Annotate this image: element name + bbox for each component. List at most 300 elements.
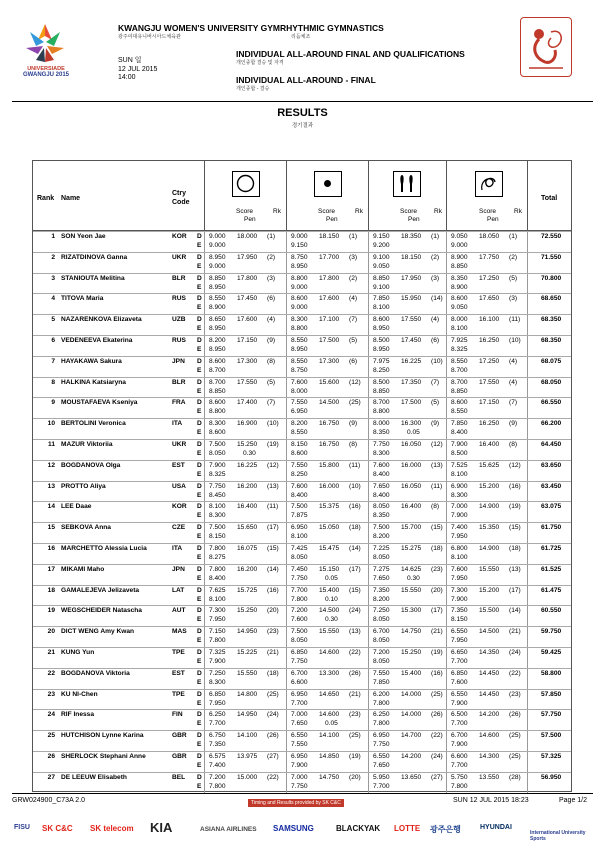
apparatus-rank: (23)	[267, 628, 279, 636]
apparatus-rank: (18)	[509, 545, 521, 552]
d-score: 8.200	[209, 337, 226, 344]
apparatus-rank: (12)	[431, 441, 443, 448]
apparatus-score: 15.550	[237, 669, 258, 677]
e-score: 8.400	[209, 574, 226, 582]
table-row	[33, 564, 571, 585]
footer-divider	[12, 793, 593, 794]
results-table	[32, 160, 572, 792]
country-code: ITA	[172, 545, 183, 552]
e-score: 8.050	[291, 554, 308, 561]
d-score: 5.750	[451, 773, 468, 781]
apparatus-score: 16.250	[479, 337, 500, 344]
apparatus-rank: (15)	[509, 524, 521, 532]
e-score: 7.900	[209, 658, 226, 665]
apparatus-rank: (3)	[509, 295, 518, 303]
d-score: 6.550	[291, 732, 308, 740]
rank-cell: 1	[51, 233, 55, 240]
d-score: 6.950	[373, 732, 390, 740]
e-score: 9.000	[209, 242, 226, 249]
apparatus-score: 17.650	[479, 295, 500, 303]
d-marker: D	[197, 628, 202, 636]
apparatus-rank: (25)	[267, 690, 279, 698]
apparatus-rank: (10)	[509, 337, 521, 344]
d-score: 7.200	[209, 773, 226, 781]
table-row	[33, 335, 571, 356]
e-score: 8.350	[373, 429, 390, 437]
apparatus-score: 13.300	[319, 669, 340, 677]
country-code: CZE	[172, 524, 186, 532]
d-score: 7.300	[451, 586, 468, 594]
hoop-score-label: Score Pen	[236, 208, 256, 223]
apparatus-rank: (8)	[431, 503, 440, 511]
d-score: 7.450	[291, 565, 308, 573]
rank-cell: 22	[47, 669, 55, 677]
d-marker: D	[197, 441, 202, 448]
total-score: 60.550	[541, 607, 562, 615]
apparatus-score: 15.700	[401, 524, 422, 532]
d-score: 7.550	[291, 461, 308, 469]
competition-title: INDIVIDUAL ALL-AROUND FINAL AND QUALIFICATIONS	[236, 49, 465, 59]
apparatus-score: 17.400	[237, 399, 258, 407]
d-score: 7.000	[291, 773, 308, 781]
d-score: 8.700	[373, 399, 390, 407]
total-score: 71.550	[541, 253, 562, 261]
apparatus-rank: (7)	[349, 316, 358, 324]
e-score: 9.200	[373, 242, 390, 249]
time: 14:00	[118, 74, 136, 81]
d-score: 7.750	[373, 441, 390, 448]
d-marker: D	[197, 399, 202, 407]
e-score: 8.050	[291, 637, 308, 645]
apparatus-rank: (21)	[509, 628, 521, 636]
d-marker: D	[197, 773, 202, 781]
d-marker: D	[197, 586, 202, 594]
e-score: 8.250	[291, 470, 308, 478]
d-marker: D	[197, 607, 202, 615]
apparatus-rank: (24)	[431, 753, 443, 760]
apparatus-rank: (20)	[349, 773, 361, 781]
country-code: MAS	[172, 628, 187, 636]
d-marker: D	[197, 711, 202, 719]
e-score: 8.000	[291, 387, 308, 395]
total-score: 61.475	[541, 586, 562, 594]
d-score: 7.400	[451, 524, 468, 532]
total-score: 68.075	[541, 357, 562, 365]
e-score: 7.700	[451, 658, 468, 665]
e-score: 8.300	[373, 450, 390, 457]
d-marker: D	[197, 649, 202, 656]
apparatus-score: 17.250	[479, 357, 500, 365]
apparatus-score: 16.250	[479, 420, 500, 428]
e-score: 9.050	[373, 262, 390, 270]
e-marker: E	[197, 242, 202, 249]
country-code: JPN	[172, 357, 185, 365]
athlete-name: SON Yeon Jae	[61, 233, 106, 240]
athlete-name: PROTTO Aliya	[61, 482, 106, 490]
apparatus-score: 16.200	[237, 565, 258, 573]
d-score: 8.850	[209, 274, 226, 282]
e-marker: E	[197, 699, 202, 707]
athlete-name: BOGDANOVA Viktoria	[61, 669, 130, 677]
e-score: 7.750	[373, 741, 390, 749]
apparatus-score: 18.050	[479, 233, 500, 240]
d-marker: D	[197, 503, 202, 511]
e-marker: E	[197, 512, 202, 520]
table-row	[33, 397, 571, 418]
rank-cell: 14	[47, 503, 55, 511]
e-score: 8.100	[451, 470, 468, 478]
e-marker: E	[197, 658, 202, 665]
country-code: BEL	[172, 773, 186, 781]
table-row	[33, 543, 571, 564]
apparatus-score: 17.700	[319, 253, 340, 261]
apparatus-rank: (4)	[267, 316, 276, 324]
d-score: 8.600	[373, 316, 390, 324]
e-score: 7.750	[291, 574, 308, 582]
apparatus-score: 15.600	[319, 378, 340, 386]
apparatus-rank: (25)	[431, 690, 443, 698]
d-score: 7.250	[373, 607, 390, 615]
apparatus-rank: (1)	[509, 233, 518, 240]
apparatus-rank: (16)	[431, 669, 443, 677]
apparatus-rank: (1)	[267, 233, 276, 240]
e-marker: E	[197, 678, 202, 686]
apparatus-score: 15.950	[401, 295, 422, 303]
rank-cell: 6	[51, 337, 55, 344]
rank-cell: 16	[47, 545, 55, 552]
d-score: 7.300	[209, 607, 226, 615]
apparatus-score: 14.900	[479, 503, 500, 511]
d-score: 8.200	[291, 420, 308, 428]
e-score: 9.050	[451, 304, 468, 312]
apparatus-rank: (23)	[349, 711, 361, 719]
rank-cell: 5	[51, 316, 55, 324]
apparatus-rank: (13)	[349, 628, 361, 636]
e-marker: E	[197, 346, 202, 353]
apparatus-score: 18.150	[319, 233, 340, 240]
country-code: LAT	[172, 586, 185, 594]
rhythmic-gymnastics-pictogram-icon	[520, 17, 572, 77]
d-marker: D	[197, 461, 202, 469]
total-score: 63.650	[541, 461, 562, 469]
apparatus-score: 16.225	[401, 357, 422, 365]
d-score: 8.300	[291, 316, 308, 324]
e-score: 8.700	[209, 366, 226, 374]
rank-cell: 12	[47, 461, 55, 469]
apparatus-rank: (10)	[267, 420, 279, 428]
col-code: Code	[172, 199, 190, 206]
d-score: 8.000	[373, 420, 390, 428]
e-score: 8.950	[291, 346, 308, 353]
apparatus-rank: (21)	[267, 649, 279, 656]
rank-cell: 26	[47, 753, 55, 760]
d-score: 6.200	[373, 690, 390, 698]
apparatus-rank: (8)	[509, 441, 518, 448]
apparatus-rank: (12)	[349, 378, 361, 386]
d-score: 7.750	[209, 482, 226, 490]
sponsor-skcc: SK C&C	[42, 824, 73, 833]
apparatus-score: 16.900	[237, 420, 258, 428]
sponsor-lotte: LOTTE	[394, 824, 421, 833]
e-score: 8.050	[373, 658, 390, 665]
apparatus-score: 14.625	[401, 565, 422, 573]
penalty: 0.05	[325, 720, 338, 728]
sponsor-sktelecom: SK telecom	[90, 824, 134, 833]
col-rank: Rank	[37, 195, 55, 202]
e-score: 8.950	[291, 262, 308, 270]
e-score: 8.800	[209, 408, 226, 416]
e-marker: E	[197, 429, 202, 437]
table-row	[33, 231, 571, 252]
e-score: 9.000	[451, 242, 468, 249]
apparatus-rank: (5)	[267, 378, 276, 386]
apparatus-score: 14.100	[319, 732, 340, 740]
d-score: 9.050	[451, 233, 468, 240]
d-score: 7.150	[209, 628, 226, 636]
total-score: 57.325	[541, 753, 562, 760]
total-score: 72.550	[541, 233, 562, 240]
penalty: 0.05	[407, 429, 420, 437]
apparatus-rank: (6)	[431, 337, 440, 344]
e-score: 7.700	[373, 782, 390, 790]
apparatus-rank: (15)	[349, 586, 361, 594]
e-score: 8.950	[373, 325, 390, 333]
apparatus-score: 14.800	[237, 690, 258, 698]
apparatus-score: 14.000	[401, 711, 422, 719]
d-score: 7.200	[291, 607, 308, 615]
apparatus-rank: (2)	[349, 274, 358, 282]
clubs-rk-label: Rk	[434, 208, 442, 215]
table-row	[33, 418, 571, 439]
apparatus-score: 16.400	[401, 503, 422, 511]
athlete-name: TITOVA Maria	[61, 295, 104, 303]
total-score: 57.500	[541, 732, 562, 740]
e-marker: E	[197, 762, 202, 769]
sponsor-samsung: SAMSUNG	[273, 824, 314, 833]
e-score: 8.200	[373, 595, 390, 603]
e-marker: E	[197, 325, 202, 333]
apparatus-rank: (15)	[431, 524, 443, 532]
e-score: 8.250	[373, 366, 390, 374]
rank-cell: 9	[51, 399, 55, 407]
sponsor-hyundai: HYUNDAI	[480, 824, 512, 831]
apparatus-rank: (22)	[349, 649, 361, 656]
country-code: FIN	[172, 711, 183, 719]
apparatus-score: 14.600	[319, 649, 340, 656]
results-title: RESULTS	[277, 107, 328, 119]
d-score: 8.600	[291, 295, 308, 303]
e-score: 9.150	[291, 242, 308, 249]
country-code: USA	[172, 482, 186, 490]
country-code: ITA	[172, 420, 183, 428]
d-score: 8.100	[209, 503, 226, 511]
apparatus-rank: (9)	[509, 420, 518, 428]
d-score: 8.300	[209, 420, 226, 428]
ball-icon	[314, 171, 342, 197]
apparatus-score: 15.050	[319, 524, 340, 532]
apparatus-rank: (9)	[431, 420, 440, 428]
penalty: 0.30	[407, 574, 420, 582]
apparatus-rank: (24)	[267, 711, 279, 719]
country-code: UKR	[172, 441, 187, 448]
apparatus-rank: (5)	[349, 337, 358, 344]
table-row	[33, 314, 571, 335]
athlete-name: BERTOLINI Veronica	[61, 420, 126, 428]
e-score: 7.350	[209, 741, 226, 749]
e-score: 8.800	[291, 325, 308, 333]
apparatus-score: 15.350	[479, 524, 500, 532]
apparatus-rank: (27)	[431, 773, 443, 781]
d-score: 6.750	[209, 732, 226, 740]
country-code: BLR	[172, 378, 186, 386]
country-code: UZB	[172, 316, 186, 324]
e-score: 8.850	[451, 262, 468, 270]
apparatus-score: 15.400	[319, 586, 340, 594]
athlete-name: SEBKOVA Anna	[61, 524, 111, 532]
d-score: 7.500	[291, 628, 308, 636]
apparatus-score: 17.550	[237, 378, 258, 386]
e-marker: E	[197, 782, 202, 790]
e-score: 8.950	[209, 346, 226, 353]
sponsor-fisu-stars: International University Sports	[530, 830, 586, 842]
athlete-name: LEE Daae	[61, 503, 92, 511]
apparatus-score: 17.550	[401, 316, 422, 324]
e-marker: E	[197, 616, 202, 624]
e-score: 7.550	[291, 741, 308, 749]
e-marker: E	[197, 262, 202, 270]
apparatus-score: 16.050	[401, 441, 422, 448]
e-score: 8.400	[451, 429, 468, 437]
e-score: 8.100	[373, 304, 390, 312]
d-marker: D	[197, 295, 202, 303]
apparatus-rank: (4)	[509, 378, 518, 386]
total-score: 61.725	[541, 545, 562, 552]
e-score: 7.800	[209, 782, 226, 790]
col-total: Total	[541, 195, 558, 202]
e-score: 8.550	[291, 429, 308, 437]
d-score: 8.900	[451, 253, 468, 261]
country-code: GBR	[172, 753, 187, 760]
d-score: 8.700	[209, 378, 226, 386]
apparatus-rank: (25)	[349, 732, 361, 740]
e-marker: E	[197, 366, 202, 374]
apparatus-score: 16.000	[401, 461, 422, 469]
table-row	[33, 689, 571, 710]
apparatus-score: 17.300	[319, 357, 340, 365]
table-row	[33, 522, 571, 543]
d-score: 8.550	[291, 337, 308, 344]
total-score: 68.350	[541, 316, 562, 324]
penalty: 0.05	[325, 574, 338, 582]
apparatus-score: 17.350	[401, 378, 422, 386]
d-marker: D	[197, 233, 202, 240]
apparatus-rank: (7)	[267, 399, 276, 407]
e-score: 7.950	[451, 574, 468, 582]
e-score: 8.100	[291, 533, 308, 541]
apparatus-rank: (3)	[349, 253, 358, 261]
e-score: 7.950	[451, 637, 468, 645]
d-marker: D	[197, 669, 202, 677]
d-marker: D	[197, 274, 202, 282]
apparatus-score: 17.600	[237, 316, 258, 324]
rank-cell: 3	[51, 274, 55, 282]
apparatus-score: 15.550	[319, 628, 340, 636]
d-score: 7.600	[451, 565, 468, 573]
d-score: 7.200	[373, 649, 390, 656]
e-score: 8.150	[451, 616, 468, 624]
col-name: Name	[61, 195, 81, 202]
athlete-name: DE LEEUW Elisabeth	[61, 773, 127, 781]
d-score: 6.650	[451, 649, 468, 656]
apparatus-score: 15.250	[237, 607, 258, 615]
apparatus-score: 13.650	[401, 773, 422, 781]
d-score: 7.275	[373, 565, 390, 573]
table-row	[33, 481, 571, 502]
athlete-name: HAYAKAWA Sakura	[61, 357, 122, 365]
e-score: 7.900	[451, 595, 468, 603]
apparatus-rank: (22)	[267, 773, 279, 781]
d-marker: D	[197, 253, 202, 261]
apparatus-rank: (17)	[509, 586, 521, 594]
e-score: 8.400	[373, 491, 390, 499]
total-score: 59.750	[541, 628, 562, 636]
d-score: 7.500	[373, 524, 390, 532]
apparatus-score: 14.450	[479, 669, 500, 677]
d-score: 8.950	[209, 253, 226, 261]
e-score: 7.800	[451, 782, 468, 790]
d-score: 8.800	[291, 274, 308, 282]
discipline-ko: 리듬체조	[291, 34, 311, 40]
table-row	[33, 730, 571, 751]
d-score: 6.850	[209, 690, 226, 698]
apparatus-score: 15.725	[237, 586, 258, 594]
apparatus-rank: (2)	[431, 253, 440, 261]
d-score: 6.850	[291, 649, 308, 656]
country-code: RUS	[172, 337, 186, 344]
apparatus-rank: (12)	[509, 461, 521, 469]
d-marker: D	[197, 732, 202, 740]
athlete-name: HALKINA Katsiaryna	[61, 378, 126, 386]
d-score: 6.800	[451, 545, 468, 552]
venue-title: KWANGJU WOMEN'S UNIVERSITY GYMRHYTHMIC GYMNASTICS	[118, 23, 384, 33]
e-score: 8.325	[451, 346, 468, 353]
apparatus-rank: (22)	[509, 669, 521, 677]
e-score: 8.950	[373, 346, 390, 353]
e-score: 8.200	[373, 533, 390, 541]
d-score: 9.000	[209, 233, 226, 240]
table-row	[33, 585, 571, 606]
e-score: 8.700	[451, 366, 468, 374]
d-score: 7.700	[291, 586, 308, 594]
apparatus-score: 16.750	[319, 441, 340, 448]
total-score: 66.550	[541, 399, 562, 407]
d-score: 7.925	[451, 337, 468, 344]
apparatus-rank: (9)	[349, 420, 358, 428]
e-score: 8.900	[209, 304, 226, 312]
apparatus-score: 15.000	[237, 773, 258, 781]
country-code: GBR	[172, 732, 187, 740]
d-score: 9.100	[373, 253, 390, 261]
apparatus-rank: (14)	[509, 607, 521, 615]
apparatus-score: 15.625	[479, 461, 500, 469]
total-score: 70.800	[541, 274, 562, 282]
apparatus-score: 14.650	[319, 690, 340, 698]
d-score: 8.550	[291, 357, 308, 365]
e-score: 7.700	[451, 762, 468, 769]
total-score: 64.450	[541, 441, 562, 448]
apparatus-score: 17.800	[319, 274, 340, 282]
clubs-icon	[393, 171, 421, 197]
